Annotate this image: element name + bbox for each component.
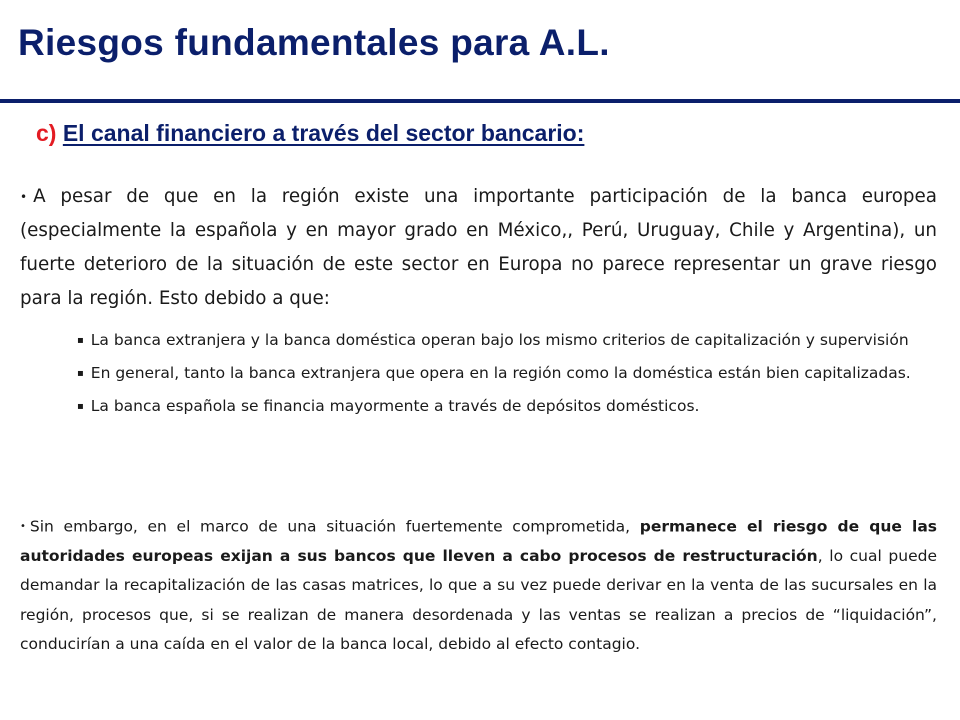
page-title: Riesgos fundamentales para A.L. — [18, 22, 610, 63]
main-paragraph-text: A pesar de que en la región existe una importante participación de la banca europea (especialmente la española y en mayor grado en México,, Perú, Uruguay, Chile y Argentina), un fuerte deterioro de la situación de este sector en Europa no parece representar un grave riesgo para la región. Esto debido a que: — [20, 186, 937, 309]
list-item-text: En general, tanto la banca extranjera que opera en la región como la doméstica están bien capitalizadas. — [90, 364, 911, 382]
list-item — [77, 359, 937, 388]
title-divider — [0, 99, 960, 103]
risk-paragraph-rest: , lo cual puede demandar la recapitalización de las casas matrices, lo que a su vez puede derivar en la venta de las sucursales en la región, procesos que, si se realizan de manera desordenada y las ventas se realizan a precios de “liquidación”, conducirían a una caída en el valor de la banca local, debido al efecto contagio. — [20, 546, 937, 654]
section-letter: c) — [36, 120, 57, 146]
risk-paragraph-emphasis: permanece el riesgo de que las autoridades europeas exijan a sus bancos que lleven a cabo procesos de restructuración — [20, 517, 937, 565]
main-paragraph — [20, 180, 937, 316]
square-bullet-icon: ▪ — [77, 335, 84, 346]
list-item — [77, 326, 937, 355]
risk-paragraph — [20, 512, 937, 660]
bullet-icon: • — [20, 521, 26, 532]
square-bullet-icon: ▪ — [77, 401, 84, 412]
risk-paragraph-intro: Sin embargo, en el marco de una situación fuertemente comprometida, — [29, 517, 640, 536]
square-bullet-icon: ▪ — [77, 368, 84, 379]
list-item — [77, 392, 937, 421]
bullet-icon: • — [20, 190, 28, 204]
section-heading — [36, 120, 584, 147]
section-heading-text: El canal financiero a través del sector bancario: — [62, 120, 585, 146]
list-item-text: La banca española se financia mayormente a través de depósitos domésticos. — [90, 397, 700, 415]
list-item-text: La banca extranjera y la banca doméstica operan bajo los mismo criterios de capitalización y supervisión — [90, 331, 909, 349]
reasons-list — [77, 326, 937, 425]
